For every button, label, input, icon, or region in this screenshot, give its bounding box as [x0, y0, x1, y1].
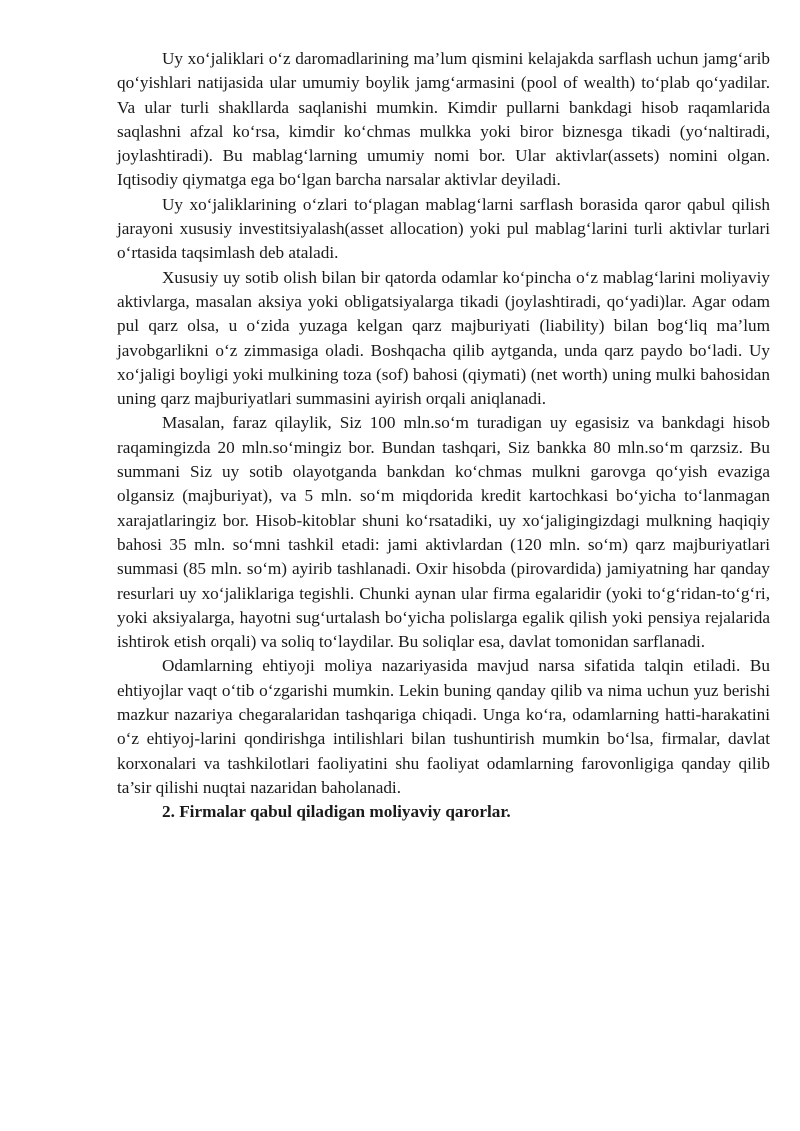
document-page	[117, 47, 770, 825]
paragraph-financial-assets: Xususiy uy sotib olish bilan bir qatorda odamlar ko‘pincha o‘z mablag‘larini moliyaviy aktivlarga, masalan aksiya yoki obligatsiyalarga tikadi (joylashtiradi, qo‘yadi)lar. Agar odam pul qarz olsa, u o‘zida yuzaga kelgan qarz majburiyati (liability) bilan bog‘liq ma’lum javobgarlikni o‘z zimmasiga oladi. Boshqacha qilib aytganda, unda qarz paydo bo‘ladi. Uy xo‘jaligi boyligi yoki mulkining toza (sof) bahosi (qiymati) (net worth) uning mulki bahosidan uning qarz majburiyatlari summasini ayirish orqali aniqlanadi.	[117, 267, 770, 409]
paragraph-household-savings: Uy xo‘jaliklari o‘z daromadlarining ma’lum qismini kelajakda sarflash uchun jamg‘arib qo‘yishlari natijasida ular umumiy boylik jamg‘armasini (pool of wealth) to‘plab qo‘yadilar. Va ular turli shakllarda saqlanishi mumkin. Kimdir pullarni bankdagi hisob raqamlarida saqlashni afzal ko‘rsa, kimdir ko‘chmas mulkka yoki biror biznesga tikadi (yo‘naltiradi, joylashtiradi). Bu mablag‘larning umumiy nomi bor. Ular aktivlar(assets) nomini olgan. Iqtisodiy qiymatga ega bo‘lgan barcha narsalar aktivlar deyiladi.	[117, 49, 770, 190]
paragraph-asset-allocation: Uy xo‘jaliklarining o‘zlari to‘plagan mablag‘larni sarflash borasida qaror qabul qilish jarayoni xususiy investitsiyalash(asset allocation) yoki pul mablag‘larini turli aktivlar turlari o‘rtasida taqsimlash deb ataladi.	[117, 194, 770, 263]
paragraph-net-worth-example: Masalan, faraz qilaylik, Siz 100 mln.so‘m turadigan uy egasisiz va bankdagi hisob raqamingizda 20 mln.so‘mingiz bor. Bundan tashqari, Siz bankka 80 mln.so‘m qarzsiz. Bu summani Siz uy sotib olayotganda bankdan ko‘chmas mulkni garovga qo‘yish evaziga olgansiz (majburiyat), va 5 mln. so‘m miqdorida kredit kartochkasi bo‘yicha to‘lanmagan xarajatlaringiz bor. Hisob-kitoblar shuni ko‘rsatadiki, uy xo‘jaligingizdagi mulkning haqiqiy bahosi 35 mln. so‘mni tashkil etadi: jami aktivlardan (120 mln. so‘m) qarz majburiyatlari summasi (85 mln. so‘m) ayirib tashlanadi. Oxir hisobda (pirovardida) jamiyatning har qanday resurlari uy xo‘jaliklariga tegishli. Chunki aynan ular firma egalaridir (yoki to‘g‘ridan-to‘g‘ri, yoki aksiyalarga, hayotni sug‘urtalash bo‘yicha polislarga egalik qilish yoki pensiya rejalarida ishtirok etish orqali) va soliq to‘laydilar. Bu soliqlar esa, davlat tomonidan sarflanadi.	[117, 413, 770, 652]
paragraph-needs-theory: Odamlarning ehtiyoji moliya nazariyasida mavjud narsa sifatida talqin etiladi. Bu ehtiyojlar vaqt o‘tib o‘zgarishi mumkin. Lekin buning qanday qilib va nima uchun yuz berishi mazkur nazariya chegaralaridan tashqariga chiqadi. Unga ko‘ra, odamlarning hatti-harakatini o‘z ehtiyoj-larini qondirishga intilishlari bilan tushuntirish mumkin bo‘lsa, firmalar, davlat korxonalari va tashkilotlari faoliyatini shu faoliyat odamlarning farovonligiga qanday qilib ta’sir qilishi nuqtai nazaridan baholanadi.	[117, 656, 770, 797]
section-heading: 2. Firmalar qabul qiladigan moliyaviy qarorlar.	[162, 802, 511, 822]
